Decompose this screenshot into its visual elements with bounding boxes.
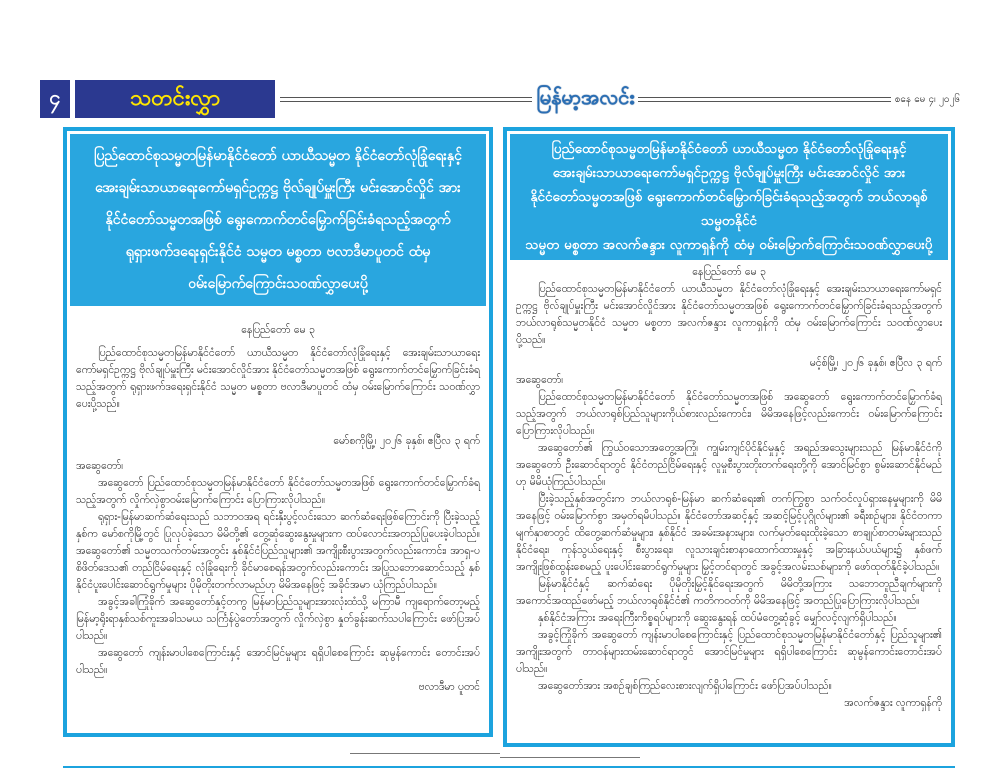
article-body xyxy=(510,264,948,716)
dateline: နေပြည်တော် မေ ၃ xyxy=(692,266,766,278)
paragraph: ပြည်ထောင်စုသမ္မတမြန်မာနိုင်ငံတော် နိုင်ငံတော်သမ္မတအဖြစ် အဆွေတော် ရွေးကောက်တင်မြှောက်ခံရသည့်အတွက် ဘယ်လာရုစ်ပြည်သူများကိုယ်စားလည်းကောင်း၊ မိမိအနေဖြင့်လည်းကောင်း ဝမ်းမြောက်ကြောင်း ပြောကြားလိုပါသည်။ xyxy=(516,391,942,437)
articles-row xyxy=(63,127,955,747)
headline-line: ပြည်ထောင်စုသမ္မတမြန်မာနိုင်ငံတော် ယာယီသမ္မတ နိုင်ငံတော်လုံခြုံရေးနှင့် xyxy=(551,141,907,157)
headline-line: ဝမ်းမြောက်ကြောင်းသဝဏ်လွှာပေးပို့ xyxy=(188,276,368,292)
intro-paragraph: ပြည်ထောင်စုသမ္မတမြန်မာနိုင်ငံတော် ယာယီသမ္မတ နိုင်ငံတော်လုံခြုံရေးနှင့် အေးချမ်းသာယာရေးကော်မရှင်ဥက္ကဋ္ဌ ဗိုလ်ချုပ်မှူးကြီး မင်းအောင်လှိုင်အား နိုင်ငံတော်သမ္မတအဖြစ် ရွေးကောက်တင်မြှောက်ခြင်းခံရသည့်အတွက် ရုရှားဖက်ဒရေးရှင်းနိုင်ငံ သမ္မတ မစ္စတာ ဗလာဒီမာပူတင် ထံမှ ဝမ်းမြောက်ကြောင်း သဝဏ်လွှာပေးပို့သည်။ xyxy=(76,347,480,410)
article-headline xyxy=(510,134,948,260)
paragraph: မြန်မာနိုင်ငံနှင့် ဆက်ဆံရေး ပိုမိုတိုးမြှင့်နိုင်ရေးအတွက် မိမိတို့အကြား သဘောတူညီချက်များကို အကောင်အထည်ဖော်မည့် ဘယ်လာရုစ်နိုင်ငံ၏ ကတိကဝတ်ကို မိမိအနေဖြင့် အတည်ပြုပြောကြားလိုပါသည်။ xyxy=(516,578,942,607)
header-rule-right xyxy=(638,97,890,102)
headline-line: နိုင်ငံတော်သမ္မတအဖြစ် ရွေးကောက်တင်မြှောက်ခြင်းခံရသည့်အတွက် ဘယ်လာရုစ်သမ္မတနိုင်ငံ xyxy=(530,189,928,229)
letter-date: မင့်စ်မြို့၊ ၂၀၂၆ ခုနှစ်၊ ဧပြီလ ၃ ရက် xyxy=(809,357,942,369)
divider xyxy=(63,766,955,768)
headline-line: သမ္မတ မစ္စတာ အလက်ဇန္ဒား လူကာရှန်ကို ထံမှ ဝမ်းမြောက်ကြောင်းသဝဏ်လွှာပေးပို့ xyxy=(525,237,933,253)
page-number: ၄ xyxy=(40,80,70,118)
paragraph: ပြီးခဲ့သည့်နှစ်အတွင်းက ဘယ်လာရုစ်-မြန်မာ ဆက်ဆံရေး၏ တက်ကြွစွာ သက်ဝင်လှုပ်ရှားနေမှုများကို မိမိအနေဖြင့် ဝမ်းမြောက်စွာ အမှတ်ရမိပါသည်။ နိုင်ငံတော်အဆင့်နှင့် အဆင့်မြင့်ပုဂ္ဂိုလ်များ၏ ခရီးစဉ်များ၊ နိုင်ငံတကာမျက်နှာစာတွင် ထိတွေ့ဆက်ဆံမှုများ၊ နှစ်နိုင်ငံ အခမ်းအနားများ၊ လက်မှတ်ရေးထိုးခဲ့သော စာချုပ်စာတမ်းများသည် နိုင်ငံရေး၊ ကုန်သွယ်ရေးနှင့် စီးပွားရေး၊ လူသားချင်းစာနာထောက်ထားမှုနှင့် အခြားနယ်ပယ်များ၌ နှစ်ဖက်အကျိုးဖြစ်ထွန်းစေမည့် ပူးပေါင်းဆောင်ရွက်မှုများ မြှင့်တင်ရာတွင် အခွင့်အလမ်းသစ်များကို ဖော်ထုတ်နိုင်ခဲ့ပါသည်။ xyxy=(516,493,942,573)
article-lukashenko xyxy=(503,127,955,747)
section-title: သတင်းလွှာ xyxy=(75,80,275,118)
paragraph: အဆွေတော် ကျန်းမာပါစေကြောင်းနှင့် အောင်မြင်မှုများ ရရှိပါစေကြောင်း ဆုမွန်ကောင်း တောင်းအပ်ပါသည်။ xyxy=(76,647,480,676)
divider xyxy=(350,753,500,754)
paragraph: ရုရှား-မြန်မာဆက်ဆံရေးသည် သဘာဝအရ ရင်းနှီးပွင့်လင်းသော ဆက်ဆံရေးဖြစ်ကြောင်းကို ပြီးခဲ့သည့်နှစ်က မော်စကိုမြို့တွင် ပြုလုပ်ခဲ့သော မိမိတို့၏ တွေ့ဆုံဆွေးနွေးမှုများက ထပ်လောင်းအတည်ပြုပေးခဲ့ပါသည်။ အဆွေတော်၏ သမ္မတသက်တမ်းအတွင်း နှစ်နိုင်ငံပြည်သူများ၏ အကျိုးစီးပွားအတွက်လည်းကောင်း၊ အာရှ-ပစိဖိတ်ဒေသ၏ တည်ငြိမ်ရေးနှင့် လုံခြုံရေးကို ခိုင်မာစေရန်အတွက်လည်းကောင်း အပြုသဘောဆောင်သည့် နှစ်နိုင်ငံပူးပေါင်းဆောင်ရွက်မှုများ ပိုမိုတိုးတက်လာမည်ဟု မိမိအနေဖြင့် အခိုင်အမာ ယုံကြည်ပါသည်။ xyxy=(76,511,480,591)
salutation: အဆွေတော်၊ xyxy=(516,374,563,386)
article-headline xyxy=(70,134,486,306)
headline-line: နိုင်ငံတော်သမ္မတအဖြစ် ရွေးကောက်တင်မြှောက်ခြင်းခံရသည့်အတွက် xyxy=(105,212,451,228)
paragraph: နှစ်နိုင်ငံအကြား အရေးကြီးကိစ္စရပ်များကို ဆွေးနွေးရန် ထပ်မံတွေ့ဆုံခွင့် မျှော်လင့်လျက်ရှိပါသည်။ xyxy=(538,612,897,624)
article-putin xyxy=(63,127,493,737)
page-header xyxy=(40,80,960,118)
paragraph: အခွင့်အခါကြုံခိုက် အဆွေတော်နှင့်တကွ မြန်မာပြည်သူများအားလုံးထံသို့ မကြာမီ ကျရောက်တော့မည့် မြန်မာ့ရိုးရာနှစ်သစ်ကူးအခါသမယ သင်္ကြန်ပွဲတော်အတွက် လှိုက်လှဲစွာ နှုတ်ခွန်းဆက်သပါကြောင်း ဖော်ပြအပ်ပါသည်။ xyxy=(76,596,480,642)
intro-paragraph: ပြည်ထောင်စုသမ္မတမြန်မာနိုင်ငံတော် ယာယီသမ္မတ နိုင်ငံတော်လုံခြုံရေးနှင့် အေးချမ်းသာယာရေးကော်မရှင်ဥက္ကဋ္ဌ ဗိုလ်ချုပ်မှူးကြီး မင်းအောင်လှိုင်အား နိုင်ငံတော်သမ္မတအဖြစ် ရွေးကောက်တင်မြှောက်ခြင်းခံရသည့်အတွက် ဘယ်လာရုစ်သမ္မတနိုင်ငံ သမ္မတ မစ္စတာ အလက်ဇန္ဒား လူကာရှန်ကို ထံမှ ဝမ်းမြောက်ကြောင်း သဝဏ်လွှာပေးပို့သည်။ xyxy=(516,283,942,346)
headline-line: အေးချမ်းသာယာရေးကော်မရှင်ဥက္ကဋ္ဌ ဗိုလ်ချုပ်မှူးကြီး မင်းအောင်လှိုင် အား xyxy=(552,165,906,181)
header-rule-left xyxy=(280,97,532,102)
masthead: မြန်မာ့အလင်း xyxy=(532,84,638,114)
issue-date: စနေ မေ ၄၊ ၂၀၂၆ xyxy=(894,93,960,105)
article-body xyxy=(70,322,486,700)
dateline: နေပြည်တော် မေ ၃ xyxy=(241,324,315,336)
paragraph: အဆွေတော်၏ ကြွယ်ဝသောအတွေ့အကြုံ၊ ကျွမ်းကျင်ပိုင်နိုင်မှုနှင့် အရည်အသွေးများသည် မြန်မာနိုင်ငံကို အဆွေတော် ဦးဆောင်ရာတွင် နိုင်ငံတည်ငြိမ်ရေးနှင့် လူမှုစီးပွားတိုးတက်ရေးတို့ကို အောင်မြင်စွာ စွမ်းဆောင်နိုင်မည်ဟု မိမိယုံကြည်ပါသည်။ xyxy=(516,442,942,488)
paragraph: အဆွေတော် ပြည်ထောင်စုသမ္မတမြန်မာနိုင်ငံတော် နိုင်ငံတော်သမ္မတအဖြစ် ရွေးကောက်တင်မြှောက်ခံရသည့်အတွက် လှိုက်လှဲစွာဝမ်းမြောက်ကြောင်း ပြောကြားလိုပါသည်။ xyxy=(76,477,480,506)
signer: ဗလာဒီမာ ပူတင် xyxy=(418,681,480,693)
headline-line: အေးချမ်းသာယာရေးကော်မရှင်ဥက္ကဋ္ဌ ဗိုလ်ချုပ်မှူးကြီး မင်းအောင်လှိုင် အား xyxy=(95,180,461,196)
divider xyxy=(500,757,640,758)
footer-dividers xyxy=(63,753,955,768)
headline-line: ရုရှားဖက်ဒရေးရှင်းနိုင်ငံ သမ္မတ မစ္စတာ ဗလာဒီမာပူတင် ထံမှ xyxy=(125,244,431,260)
salutation: အဆွေတော်၊ xyxy=(76,460,123,472)
signer: အလက်ဇန္ဒား လူကာရှန်ကို xyxy=(844,697,942,709)
paragraph: အခွင့်ကြုံခိုက် အဆွေတော် ကျန်းမာပါစေကြောင်းနှင့် ပြည်ထောင်စုသမ္မတမြန်မာနိုင်ငံတော်နှင့် ပြည်သူများ၏ အကျိုးအတွက် တာဝန်များထမ်းဆောင်ရာတွင် အောင်မြင်မှုများ ရရှိပါစေကြောင်း ဆုမွန်ကောင်းတောင်းအပ်ပါသည်။ xyxy=(516,629,942,675)
paragraph: အဆွေတော်အား အစဉ်ချစ်ကြည်လေးစားလျက်ရှိပါကြောင်း ဖော်ပြအပ်ပါသည်။ xyxy=(538,680,832,692)
headline-line: ပြည်ထောင်စုသမ္မတမြန်မာနိုင်ငံတော် ယာယီသမ္မတ နိုင်ငံတော်လုံခြုံရေးနှင့် xyxy=(94,148,462,164)
letter-date: မော်စကိုမြို့၊ ၂၀၂၆ ခုနှစ်၊ ဧပြီလ ၃ ရက် xyxy=(333,435,480,447)
